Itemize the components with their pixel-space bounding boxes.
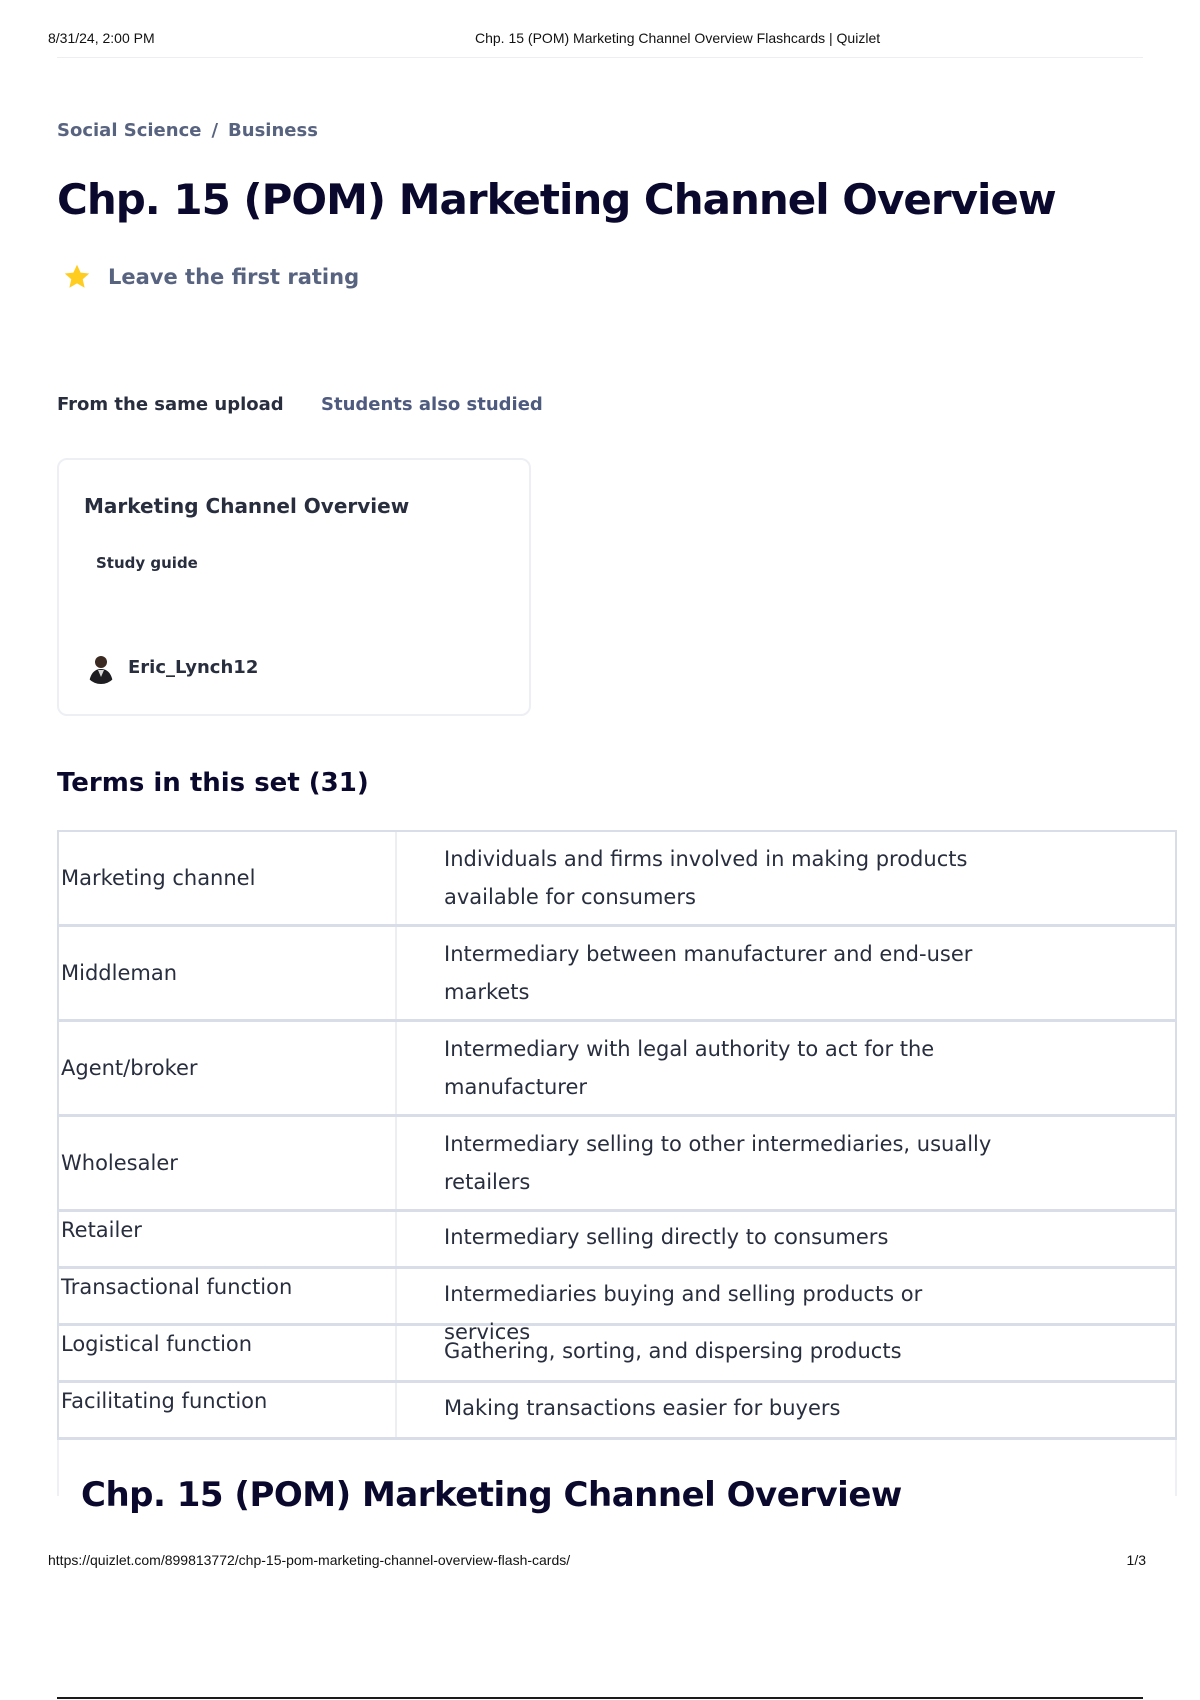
table-row[interactable] bbox=[57, 1326, 1177, 1383]
definition-cell bbox=[397, 1326, 1175, 1380]
tab-students-also-studied[interactable]: Students also studied bbox=[321, 394, 543, 415]
definition-cell bbox=[397, 1269, 1175, 1344]
star-icon bbox=[62, 262, 92, 292]
breadcrumb bbox=[57, 120, 318, 141]
card-title: Marketing Channel Overview bbox=[84, 494, 410, 518]
definition-cell bbox=[397, 927, 1175, 1019]
print-document-title: Chp. 15 (POM) Marketing Channel Overview Flashcards | Quizlet bbox=[475, 30, 881, 46]
definition-text: Making transactions easier for buyers bbox=[444, 1396, 841, 1420]
table-row[interactable] bbox=[57, 832, 1177, 927]
print-date: 8/31/24, 2:00 PM bbox=[48, 30, 155, 46]
card-author[interactable] bbox=[84, 650, 258, 684]
definition-cell bbox=[397, 1117, 1175, 1209]
rating-button[interactable] bbox=[62, 262, 359, 292]
table-row[interactable] bbox=[57, 1383, 1177, 1440]
term-cell: Transactional function bbox=[59, 1269, 397, 1323]
study-guide-card[interactable] bbox=[57, 458, 531, 716]
definition-text: Intermediary selling to other intermediaries, usually retailers bbox=[444, 1132, 992, 1194]
definition-cell bbox=[397, 1022, 1175, 1114]
definition-text: Gathering, sorting, and dispersing products bbox=[444, 1339, 902, 1363]
table-row[interactable] bbox=[57, 1212, 1177, 1269]
term-cell: Retailer bbox=[59, 1212, 397, 1266]
breadcrumb-item-social-science[interactable]: Social Science bbox=[57, 120, 202, 141]
term-cell: Middleman bbox=[59, 927, 397, 1019]
header-divider bbox=[57, 57, 1143, 58]
term-cell: Facilitating function bbox=[59, 1383, 397, 1437]
term-cell: Logistical function bbox=[59, 1326, 397, 1380]
page-number: 1/3 bbox=[1126, 1552, 1146, 1568]
footer-page-title: Chp. 15 (POM) Marketing Channel Overview bbox=[81, 1475, 906, 1515]
breadcrumb-separator: / bbox=[211, 120, 219, 141]
avatar bbox=[84, 650, 118, 684]
term-cell: Wholesaler bbox=[59, 1117, 397, 1209]
bottom-divider bbox=[57, 1697, 1143, 1699]
card-badge: Study guide bbox=[96, 554, 198, 572]
author-name: Eric_Lynch12 bbox=[128, 656, 259, 678]
page-title: Chp. 15 (POM) Marketing Channel Overview bbox=[57, 175, 1056, 224]
tab-from-same-upload[interactable]: From the same upload bbox=[57, 394, 284, 415]
table-row[interactable] bbox=[57, 1022, 1177, 1117]
terms-table bbox=[57, 830, 1177, 1440]
terms-heading: Terms in this set (31) bbox=[57, 768, 369, 798]
table-row[interactable] bbox=[57, 1117, 1177, 1212]
definition-cell bbox=[397, 1383, 1175, 1437]
rating-label: Leave the first rating bbox=[108, 265, 360, 289]
breadcrumb-item-business[interactable]: Business bbox=[228, 120, 318, 141]
definition-text: Intermediary between manufacturer and end-user markets bbox=[444, 942, 973, 1004]
definition-text: Individuals and firms involved in making products available for consumers bbox=[444, 847, 968, 909]
print-url: https://quizlet.com/899813772/chp-15-pom-marketing-channel-overview-flash-cards/ bbox=[48, 1552, 571, 1568]
definition-text: Intermediaries buying and selling products or services bbox=[444, 1282, 923, 1344]
definition-text: Intermediary with legal authority to act for the manufacturer bbox=[444, 1037, 935, 1099]
definition-text: Intermediary selling directly to consumers bbox=[444, 1225, 889, 1249]
definition-cell bbox=[397, 1212, 1175, 1266]
term-cell: Marketing channel bbox=[59, 832, 397, 924]
table-row[interactable] bbox=[57, 927, 1177, 1022]
definition-cell bbox=[397, 832, 1175, 924]
term-cell: Agent/broker bbox=[59, 1022, 397, 1114]
